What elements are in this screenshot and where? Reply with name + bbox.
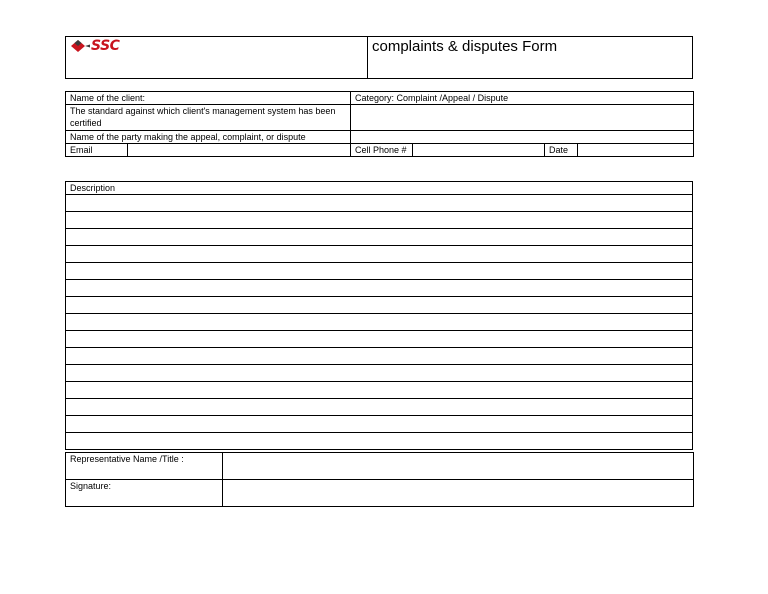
cell-phone-field[interactable]	[413, 144, 545, 157]
description-line[interactable]	[66, 263, 693, 280]
client-info-table	[65, 91, 694, 157]
signature-label: Signature:	[66, 480, 223, 507]
description-line[interactable]	[66, 365, 693, 382]
date-label: Date	[545, 144, 578, 157]
logo-cell	[66, 37, 368, 79]
description-line[interactable]	[66, 416, 693, 433]
party-name-label: Name of the party making the appeal, complaint, or dispute	[66, 131, 351, 144]
description-line[interactable]	[66, 297, 693, 314]
description-line[interactable]	[66, 399, 693, 416]
description-line[interactable]	[66, 331, 693, 348]
email-field[interactable]	[128, 144, 351, 157]
signature-field[interactable]	[223, 480, 694, 507]
client-name-label: Name of the client:	[66, 92, 351, 105]
description-table	[65, 181, 693, 450]
description-line[interactable]	[66, 246, 693, 263]
email-label: Email	[66, 144, 128, 157]
description-line[interactable]	[66, 280, 693, 297]
description-line[interactable]	[66, 229, 693, 246]
form-title: complaints & disputes Form	[368, 37, 693, 79]
form-header	[65, 36, 693, 79]
representative-field[interactable]	[223, 453, 694, 480]
cell-phone-label: Cell Phone #	[351, 144, 413, 157]
category-label: Category: Complaint /Appeal / Dispute	[351, 92, 694, 105]
diamond-logo-icon	[70, 39, 90, 53]
description-line[interactable]	[66, 195, 693, 212]
date-field[interactable]	[578, 144, 694, 157]
logo-text: SSC	[91, 38, 120, 54]
description-line[interactable]	[66, 433, 693, 450]
standard-label: The standard against which client's management system has been certified	[66, 105, 351, 131]
standard-field[interactable]	[351, 105, 694, 131]
company-logo	[66, 37, 367, 53]
description-line[interactable]	[66, 382, 693, 399]
description-line[interactable]	[66, 212, 693, 229]
description-label: Description	[66, 182, 693, 195]
representative-label: Representative Name /Title :	[66, 453, 223, 480]
party-name-field[interactable]	[351, 131, 694, 144]
signature-table	[65, 452, 694, 507]
description-line[interactable]	[66, 348, 693, 365]
description-line[interactable]	[66, 314, 693, 331]
